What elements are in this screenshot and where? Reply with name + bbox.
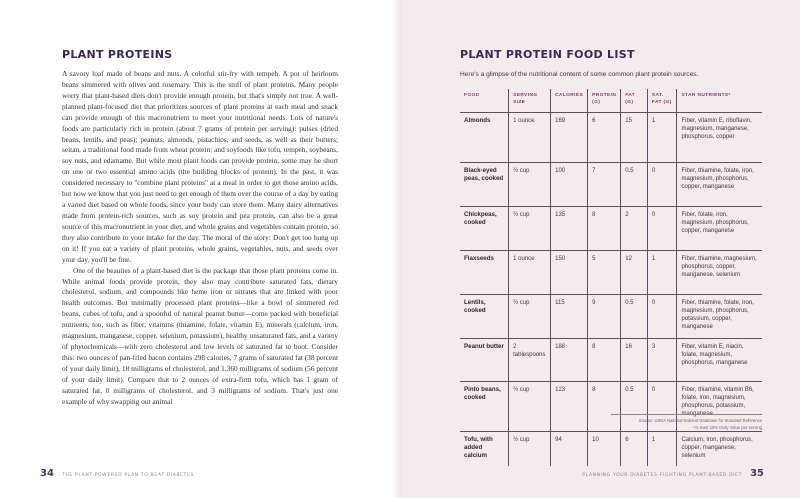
cell-calories: 188 bbox=[551, 339, 588, 382]
source-divider bbox=[611, 414, 762, 415]
cell-food: Almonds bbox=[460, 113, 509, 163]
food-table bbox=[460, 89, 762, 466]
page-number: 35 bbox=[750, 468, 764, 479]
cell-calories: 135 bbox=[551, 207, 588, 251]
table-header-row bbox=[460, 89, 762, 113]
cell-sat-fat: 0 bbox=[647, 382, 677, 432]
table-heading: PLANT PROTEIN FOOD LIST bbox=[460, 48, 635, 61]
source-note: Source: USDA National Nutrient Database for Standard Reference bbox=[638, 418, 762, 423]
cell-protein: 7 bbox=[588, 163, 621, 207]
cell-serving: 2 tablespoons bbox=[509, 339, 551, 382]
cell-sat-fat: 0 bbox=[647, 295, 677, 339]
cell-serving: ½ cup bbox=[509, 382, 551, 432]
cell-calories: 123 bbox=[551, 382, 588, 432]
table-row bbox=[460, 113, 762, 163]
cell-fat: 16 bbox=[621, 339, 648, 382]
header-calories: CALORIES bbox=[551, 89, 588, 113]
cell-calories: 115 bbox=[551, 295, 588, 339]
cell-sat-fat: 0 bbox=[647, 207, 677, 251]
cell-fat: 12 bbox=[621, 251, 648, 295]
paragraph: A savory loaf made of beans and nuts. A colorful stir-fry with tempeh. A pot of heirloom beans simmered with olives and rosemary. This is the stuff of plant proteins. Many people worry that plant-based diets don't provide enough protein, but that's simply not true. A well-planned plant-focused diet that prioritizes sources of plant proteins at each meal and snack can provide enough of this macronutrient to meet your nutritional needs. Lots of nature's foods are particularly rich in protein (about 7 grams of protein per serving): pulses (dried beans, lentils, and peas); peanuts, almonds, pistachios, and seeds, as well as their butters; seitan, a traditional food made from wheat protein; and soyfoods like tofu, tempeh, soybeans, soy nuts, and edamame. But while most plant foods can provide protein, some may be short on one or two essential amino acids (the building blocks of protein). In the past, it was considered necessary to "combine plant proteins" at a meal in order to get those amino acids, but now we know that you just need to get enough of them over the course of a day by eating a varied diet based on whole foods, since your body can store them. Many dairy alternatives made from protein-rich sources, such as soy protein and pea protein, can also be a great source of this macronutrient in your diet, and whole grains and vegetables contain protein, so they also contribute to your intake for the day. The moral of the story: Don't get too hung up on it! If you eat a variety of plant proteins, whole grains, vegetables, nuts, and seeds over your day, you'll be fine. bbox=[62, 69, 338, 264]
header-food: FOOD bbox=[460, 89, 509, 113]
cell-serving: ½ cup bbox=[509, 207, 551, 251]
cell-nutrients: Fiber, folate, iron, magnesium, phosphorus, copper, manganese bbox=[677, 207, 762, 251]
table-row bbox=[460, 295, 762, 339]
header-sat-fat: SAT. FAT (G) bbox=[647, 89, 677, 113]
cell-nutrients: Fiber, vitamin E, riboflavin, magnesium, manganese, phosphorus, copper bbox=[677, 113, 762, 163]
cell-serving: 1 ounce bbox=[509, 251, 551, 295]
cell-fat: 2 bbox=[621, 207, 648, 251]
cell-food: Pinto beans, cooked bbox=[460, 382, 509, 432]
cell-food: Peanut butter bbox=[460, 339, 509, 382]
cell-protein: 10 bbox=[588, 432, 621, 466]
cell-serving: ½ cup bbox=[509, 432, 551, 466]
header-serving-size: SERVING SIZE bbox=[509, 89, 551, 113]
running-head: PLANNING YOUR DIABETES-FIGHTING PLANT-BASED DIET bbox=[582, 473, 743, 478]
table-source bbox=[639, 417, 762, 431]
cell-sat-fat: 1 bbox=[647, 432, 677, 466]
right-footer bbox=[582, 468, 764, 479]
paragraph: One of the beauties of a plant-based diet is the package that those plant proteins come in. While animal foods provide protein, they also may contribute saturated fats, dietary cholesterol, sodium, and compounds like heme iron or nitrates that are linked with poor health outcomes. But minimally processed plant proteins—like a bowl of simmered red beans, cubes of tofu, and a spoonful of natural peanut butter—come packed with beneficial nutrients, too, such as fiber, vitamins (thiamine, folate, vitamin E), minerals (calcium, iron, magnesium, manganese, copper, selenium, potassium), healthy unsaturated fats, and a variety of phytochemicals—with zero cholesterol and low levels of saturated fat to boot. Consider this: two ounces of pan-fried bacon contains 298 calories, 7 grams of saturated fat (38 percent of your daily limit), 18 milligrams of cholesterol, and 1,360 milligrams of sodium (56 percent of your daily limit). Compare that to 2 ounces of extra-firm tofu, which has 1 gram of saturated fat, 0 milligrams of cholesterol, and 3 milligrams of sodium. That's just one example of why swapping out animal bbox=[62, 265, 338, 406]
cell-protein: 8 bbox=[588, 339, 621, 382]
cell-protein: 9 bbox=[588, 295, 621, 339]
header-protein: PROTEIN (G) bbox=[588, 89, 621, 113]
cell-nutrients: Fiber, thiamine, folate, iron, magnesium, phosphorus, copper, manganese bbox=[677, 163, 762, 207]
cell-calories: 169 bbox=[551, 113, 588, 163]
cell-calories: 150 bbox=[551, 251, 588, 295]
cell-food: Chickpeas, cooked bbox=[460, 207, 509, 251]
table-row bbox=[460, 207, 762, 251]
cell-fat: 0.5 bbox=[621, 295, 648, 339]
cell-food: Lentils, cooked bbox=[460, 295, 509, 339]
running-head: THE PLANT-POWERED PLAN TO BEAT DIABETES bbox=[61, 473, 195, 478]
cell-nutrients: Fiber, thiamine, vitamin B6, folate, iron, magnesium, phosphorus, potassium, manganese bbox=[677, 382, 762, 432]
cell-fat: 6 bbox=[621, 432, 648, 466]
cell-serving: ½ cup bbox=[509, 163, 551, 207]
table-row bbox=[460, 432, 762, 466]
table-row bbox=[460, 163, 762, 207]
cell-fat: 0.5 bbox=[621, 382, 648, 432]
table-row bbox=[460, 251, 762, 295]
header-fat: FAT (G) bbox=[621, 89, 648, 113]
cell-serving: 1 ounce bbox=[509, 113, 551, 163]
book-spine bbox=[392, 0, 402, 498]
header-star-nutrients: STAR NUTRIENTS* bbox=[677, 89, 762, 113]
body-text bbox=[62, 69, 338, 408]
cell-nutrients: Fiber, thiamine, magnesium, phosphorus, copper, manganese, selenium bbox=[677, 251, 762, 295]
cell-food: Flaxseeds bbox=[460, 251, 509, 295]
cell-protein: 6 bbox=[588, 113, 621, 163]
cell-food: Tofu, with added calcium bbox=[464, 436, 493, 459]
table-row bbox=[460, 339, 762, 382]
cell-nutrients: Calcium, iron, phosphorus, copper, manganese, selenium bbox=[677, 432, 762, 466]
cell-sat-fat: 3 bbox=[647, 339, 677, 382]
cell-serving: ½ cup bbox=[509, 295, 551, 339]
cell-food: Black-eyed peas, cooked bbox=[460, 163, 509, 207]
cell-protein: 5 bbox=[588, 251, 621, 295]
cell-protein: 8 bbox=[588, 207, 621, 251]
cell-sat-fat: 0 bbox=[647, 163, 677, 207]
cell-sat-fat: 1 bbox=[647, 251, 677, 295]
cell-sat-fat: 1 bbox=[647, 113, 677, 163]
cell-nutrients: Fiber, vitamin E, niacin, folate, magnesium, phosphorus, manganese bbox=[677, 339, 762, 382]
cell-fat: 15 bbox=[621, 113, 648, 163]
cell-calories: 100 bbox=[551, 163, 588, 207]
section-heading: PLANT PROTEINS bbox=[62, 48, 173, 61]
cell-protein: 8 bbox=[588, 382, 621, 432]
page-number: 34 bbox=[40, 468, 54, 479]
footnote: *At least 10% Daily Value per serving bbox=[692, 425, 762, 430]
left-footer bbox=[40, 468, 194, 479]
table-intro: Here's a glimpse of the nutritional content of some common plant protein sources. bbox=[460, 71, 699, 78]
cell-fat: 0.5 bbox=[621, 163, 648, 207]
cell-calories: 94 bbox=[551, 432, 588, 466]
cell-nutrients: Fiber, thiamine, folate, iron, magnesium, phosphorus, potassium, copper, manganese bbox=[677, 295, 762, 339]
